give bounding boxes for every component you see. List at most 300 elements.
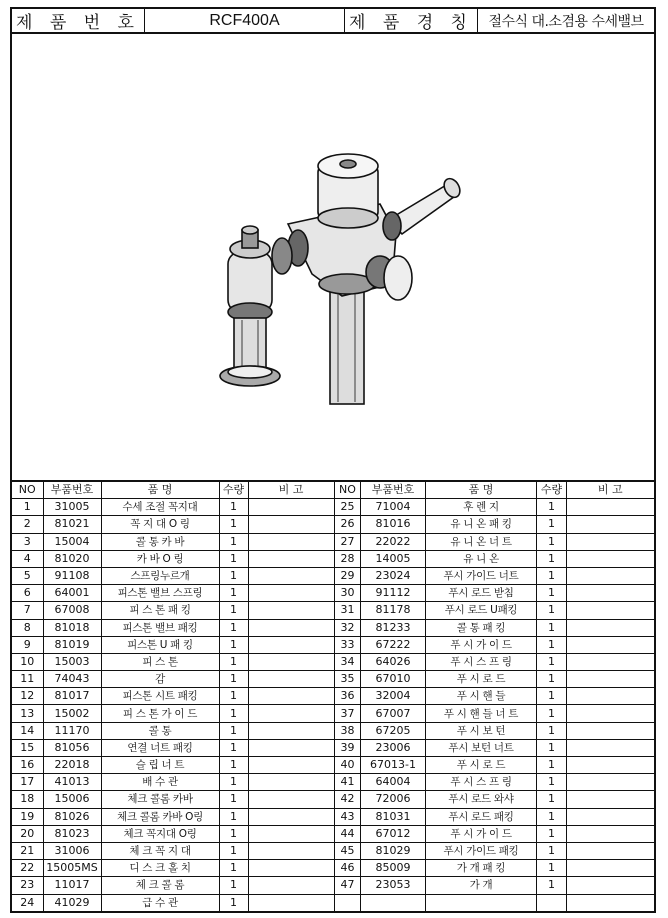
quantity: 1 [219, 860, 248, 877]
col-no-header: NO [335, 481, 361, 499]
part-name: 후 렌 지 [426, 499, 537, 516]
part-name: 푸 시 로 드 [426, 757, 537, 774]
row-no: 9 [11, 636, 43, 653]
part-number: 81021 [43, 516, 101, 533]
quantity: 1 [537, 550, 567, 567]
note [567, 705, 655, 722]
part-number: 81016 [361, 516, 426, 533]
note [248, 842, 334, 859]
row-no: 15 [11, 739, 43, 756]
table-row [335, 860, 655, 877]
note [567, 774, 655, 791]
col-qty-header: 수량 [537, 481, 567, 499]
table-row [335, 619, 655, 636]
quantity: 1 [219, 567, 248, 584]
table-row [11, 877, 334, 894]
part-number: 23053 [361, 877, 426, 894]
note [248, 671, 334, 688]
part-number: 81029 [361, 842, 426, 859]
row-no: 38 [335, 722, 361, 739]
part-number [361, 894, 426, 912]
note [248, 585, 334, 602]
note [567, 877, 655, 894]
table-row [335, 671, 655, 688]
row-no: 6 [11, 585, 43, 602]
part-number: 64026 [361, 653, 426, 670]
quantity: 1 [537, 877, 567, 894]
note [248, 653, 334, 670]
quantity: 1 [219, 671, 248, 688]
quantity: 1 [219, 516, 248, 533]
col-no-header: NO [11, 481, 43, 499]
part-name: 가 개 [426, 877, 537, 894]
row-no: 10 [11, 653, 43, 670]
col-note-header: 비 고 [248, 481, 334, 499]
table-row [335, 516, 655, 533]
table-row [335, 877, 655, 894]
row-no: 47 [335, 877, 361, 894]
table-row [11, 499, 334, 516]
row-no [335, 894, 361, 912]
parts-table-right [334, 480, 656, 913]
note [248, 567, 334, 584]
row-no: 37 [335, 705, 361, 722]
row-no: 16 [11, 757, 43, 774]
quantity: 1 [537, 825, 567, 842]
note [248, 636, 334, 653]
row-no: 26 [335, 516, 361, 533]
part-name: 피 스 톤 가 이 드 [101, 705, 219, 722]
part-name: 감 [101, 671, 219, 688]
part-name: 가 개 패 킹 [426, 860, 537, 877]
row-no: 35 [335, 671, 361, 688]
table-row [11, 774, 334, 791]
note [248, 533, 334, 550]
table-row [11, 602, 334, 619]
table-row [11, 688, 334, 705]
col-name-header: 품 명 [426, 481, 537, 499]
row-no: 42 [335, 791, 361, 808]
table-row [11, 533, 334, 550]
quantity: 1 [537, 791, 567, 808]
part-number: 72006 [361, 791, 426, 808]
row-no: 27 [335, 533, 361, 550]
table-row [11, 825, 334, 842]
part-name: 피스톤 밸브 스프링 [101, 585, 219, 602]
part-number: 23006 [361, 739, 426, 756]
part-name: 디 스 크 홀 치 [101, 860, 219, 877]
table-row [11, 585, 334, 602]
note [567, 619, 655, 636]
quantity: 1 [537, 533, 567, 550]
part-number: 91112 [361, 585, 426, 602]
part-name: 푸시 가이드 너트 [426, 567, 537, 584]
part-number: 81233 [361, 619, 426, 636]
note [567, 808, 655, 825]
part-name: 꼭 지 대 O 링 [101, 516, 219, 533]
part-name: 콜 통 패 킹 [426, 619, 537, 636]
note [248, 499, 334, 516]
row-no: 2 [11, 516, 43, 533]
quantity: 1 [537, 739, 567, 756]
row-no: 14 [11, 722, 43, 739]
quantity [537, 894, 567, 912]
row-no: 30 [335, 585, 361, 602]
part-number: 81019 [43, 636, 101, 653]
table-row [11, 860, 334, 877]
part-name: 유 니 온 패 킹 [426, 516, 537, 533]
table-row [335, 602, 655, 619]
part-name: 푸 시 가 이 드 [426, 636, 537, 653]
note [567, 722, 655, 739]
table-row [335, 533, 655, 550]
table-row [335, 567, 655, 584]
part-number: 91108 [43, 567, 101, 584]
row-no: 46 [335, 860, 361, 877]
col-qty-header: 수량 [219, 481, 248, 499]
quantity: 1 [537, 619, 567, 636]
part-number: 81017 [43, 688, 101, 705]
row-no: 11 [11, 671, 43, 688]
row-no: 34 [335, 653, 361, 670]
note [567, 550, 655, 567]
row-no: 39 [335, 739, 361, 756]
row-no: 25 [335, 499, 361, 516]
part-number: 81031 [361, 808, 426, 825]
table-row [335, 636, 655, 653]
part-number: 81026 [43, 808, 101, 825]
product-name: 절수식 대.소겸용 수세밸브 [488, 13, 644, 30]
row-no: 4 [11, 550, 43, 567]
part-name: 체크 콜롬 카바 O링 [101, 808, 219, 825]
col-note-header: 비 고 [567, 481, 655, 499]
quantity: 1 [219, 550, 248, 567]
table-row [11, 842, 334, 859]
part-name: 푸시 가이드 패킹 [426, 842, 537, 859]
part-name: 푸 시 스 프 링 [426, 653, 537, 670]
row-no: 36 [335, 688, 361, 705]
part-name: 수세 조절 꼭지대 [101, 499, 219, 516]
part-number: 71004 [361, 499, 426, 516]
table-row [11, 567, 334, 584]
table-row [335, 499, 655, 516]
note [248, 739, 334, 756]
part-number: 22018 [43, 757, 101, 774]
row-no: 8 [11, 619, 43, 636]
part-name: 피스톤 밸브 패킹 [101, 619, 219, 636]
row-no: 1 [11, 499, 43, 516]
quantity: 1 [219, 894, 248, 912]
part-name: 콜 통 카 바 [101, 533, 219, 550]
quantity: 1 [219, 774, 248, 791]
quantity: 1 [537, 842, 567, 859]
part-name: 피스톤 시트 패킹 [101, 688, 219, 705]
note [248, 825, 334, 842]
title-block [10, 7, 656, 34]
part-number: 67205 [361, 722, 426, 739]
part-name: 푸 시 핸 들 [426, 688, 537, 705]
quantity: 1 [537, 585, 567, 602]
part-name: 체 크 콜 롬 [101, 877, 219, 894]
note [567, 636, 655, 653]
quantity: 1 [537, 705, 567, 722]
part-number: 81023 [43, 825, 101, 842]
note [248, 757, 334, 774]
part-name: 푸시 보턴 너트 [426, 739, 537, 756]
table-row [335, 774, 655, 791]
note [567, 671, 655, 688]
row-no: 7 [11, 602, 43, 619]
part-number: 32004 [361, 688, 426, 705]
part-name [426, 894, 537, 912]
table-row [335, 757, 655, 774]
quantity: 1 [219, 722, 248, 739]
table-row [11, 739, 334, 756]
quantity: 1 [537, 671, 567, 688]
quantity: 1 [537, 516, 567, 533]
part-number: 67222 [361, 636, 426, 653]
table-row [335, 550, 655, 567]
row-no: 31 [335, 602, 361, 619]
quantity: 1 [537, 567, 567, 584]
part-number: 67012 [361, 825, 426, 842]
table-row [11, 653, 334, 670]
part-name: 피 스 톤 [101, 653, 219, 670]
row-no: 32 [335, 619, 361, 636]
row-no: 22 [11, 860, 43, 877]
note [567, 499, 655, 516]
part-number: 67008 [43, 602, 101, 619]
row-no: 24 [11, 894, 43, 912]
note [567, 842, 655, 859]
part-number: 81178 [361, 602, 426, 619]
quantity: 1 [537, 653, 567, 670]
note [567, 688, 655, 705]
quantity: 1 [219, 619, 248, 636]
quantity: 1 [219, 636, 248, 653]
part-name: 푸시 로드 와샤 [426, 791, 537, 808]
note [567, 516, 655, 533]
note [248, 705, 334, 722]
part-name: 체크 꼭지대 O링 [101, 825, 219, 842]
table-row [11, 516, 334, 533]
part-name: 피스톤 U 패 킹 [101, 636, 219, 653]
row-no: 43 [335, 808, 361, 825]
table-row [11, 757, 334, 774]
part-name: 유 니 온 너 트 [426, 533, 537, 550]
part-number: 15002 [43, 705, 101, 722]
table-row [335, 705, 655, 722]
part-name: 배 수 관 [101, 774, 219, 791]
row-no: 44 [335, 825, 361, 842]
quantity: 1 [219, 877, 248, 894]
part-name: 푸 시 보 턴 [426, 722, 537, 739]
note [248, 688, 334, 705]
table-header-row [335, 481, 655, 499]
row-no: 29 [335, 567, 361, 584]
part-number: 31006 [43, 842, 101, 859]
part-name: 푸 시 가 이 드 [426, 825, 537, 842]
note [567, 533, 655, 550]
quantity: 1 [537, 722, 567, 739]
part-number: 15006 [43, 791, 101, 808]
row-no: 41 [335, 774, 361, 791]
row-no: 13 [11, 705, 43, 722]
part-number: 85009 [361, 860, 426, 877]
part-number: 11017 [43, 877, 101, 894]
row-no: 18 [11, 791, 43, 808]
note [567, 757, 655, 774]
quantity: 1 [219, 825, 248, 842]
quantity: 1 [219, 808, 248, 825]
quantity: 1 [219, 739, 248, 756]
table-header-row [11, 481, 334, 499]
note [248, 774, 334, 791]
note [248, 602, 334, 619]
quantity: 1 [537, 688, 567, 705]
part-name: 체 크 꼭 지 대 [101, 842, 219, 859]
table-row [335, 808, 655, 825]
product-number: RCF400A [145, 9, 345, 32]
note [567, 894, 655, 912]
row-no: 33 [335, 636, 361, 653]
part-number: 74043 [43, 671, 101, 688]
row-no: 17 [11, 774, 43, 791]
note [567, 860, 655, 877]
table-row [11, 671, 334, 688]
part-name: 카 바 O 링 [101, 550, 219, 567]
quantity: 1 [537, 774, 567, 791]
product-number-label: 제 품 번 호 [12, 9, 145, 32]
note [248, 860, 334, 877]
note [248, 550, 334, 567]
part-name: 슬 립 너 트 [101, 757, 219, 774]
quantity: 1 [219, 602, 248, 619]
part-number: 41013 [43, 774, 101, 791]
part-number: 81056 [43, 739, 101, 756]
quantity: 1 [537, 499, 567, 516]
row-no: 19 [11, 808, 43, 825]
part-number: 81018 [43, 619, 101, 636]
row-no: 3 [11, 533, 43, 550]
part-number: 15003 [43, 653, 101, 670]
row-no: 12 [11, 688, 43, 705]
part-number: 67007 [361, 705, 426, 722]
note [567, 653, 655, 670]
table-row [11, 705, 334, 722]
part-number: 64001 [43, 585, 101, 602]
table-row [11, 722, 334, 739]
part-name: 푸 시 로 드 [426, 671, 537, 688]
table-row [11, 808, 334, 825]
note [248, 894, 334, 912]
quantity: 1 [219, 533, 248, 550]
part-number: 81020 [43, 550, 101, 567]
note [567, 602, 655, 619]
note [567, 791, 655, 808]
table-row [335, 722, 655, 739]
part-number: 22022 [361, 533, 426, 550]
part-number: 23024 [361, 567, 426, 584]
quantity: 1 [219, 791, 248, 808]
part-name: 피 스 톤 패 킹 [101, 602, 219, 619]
part-number: 67010 [361, 671, 426, 688]
quantity: 1 [219, 842, 248, 859]
col-name-header: 품 명 [101, 481, 219, 499]
table-row [11, 636, 334, 653]
part-name: 체크 콜롬 카바 [101, 791, 219, 808]
quantity: 1 [219, 688, 248, 705]
note [248, 791, 334, 808]
table-row [335, 842, 655, 859]
quantity: 1 [219, 653, 248, 670]
row-no: 23 [11, 877, 43, 894]
row-no: 45 [335, 842, 361, 859]
quantity: 1 [537, 860, 567, 877]
part-name: 콜 통 [101, 722, 219, 739]
table-row [11, 619, 334, 636]
part-number: 31005 [43, 499, 101, 516]
note [248, 722, 334, 739]
table-row [335, 825, 655, 842]
part-name: 연결 너트 패킹 [101, 739, 219, 756]
table-row [335, 739, 655, 756]
quantity: 1 [219, 757, 248, 774]
product-name-label: 제 품 경 칭 [345, 9, 478, 32]
row-no: 20 [11, 825, 43, 842]
table-row [11, 791, 334, 808]
row-no: 28 [335, 550, 361, 567]
row-no: 5 [11, 567, 43, 584]
table-row [335, 894, 655, 912]
row-no: 40 [335, 757, 361, 774]
quantity: 1 [537, 602, 567, 619]
part-name: 급 수 관 [101, 894, 219, 912]
part-name: 스프링누르개 [101, 567, 219, 584]
table-row [335, 688, 655, 705]
table-row [11, 550, 334, 567]
col-part-number-header: 부품번호 [361, 481, 426, 499]
part-name: 푸 시 스 프 링 [426, 774, 537, 791]
part-name: 푸시 로드 받침 [426, 585, 537, 602]
part-number: 15005MS [43, 860, 101, 877]
note [567, 567, 655, 584]
part-number: 11170 [43, 722, 101, 739]
quantity: 1 [219, 585, 248, 602]
quantity: 1 [219, 705, 248, 722]
note [567, 739, 655, 756]
note [248, 808, 334, 825]
quantity: 1 [537, 808, 567, 825]
part-name: 푸 시 핸 들 너 트 [426, 705, 537, 722]
table-row [335, 653, 655, 670]
note [248, 619, 334, 636]
parts-table-left [10, 480, 335, 913]
quantity: 1 [537, 636, 567, 653]
part-number: 14005 [361, 550, 426, 567]
row-no: 21 [11, 842, 43, 859]
part-number: 41029 [43, 894, 101, 912]
table-row [335, 585, 655, 602]
table-row [11, 894, 334, 912]
quantity: 1 [219, 499, 248, 516]
note [248, 877, 334, 894]
part-number: 15004 [43, 533, 101, 550]
table-row [335, 791, 655, 808]
col-part-number-header: 부품번호 [43, 481, 101, 499]
note [567, 825, 655, 842]
valve-drawing-area [10, 34, 656, 480]
